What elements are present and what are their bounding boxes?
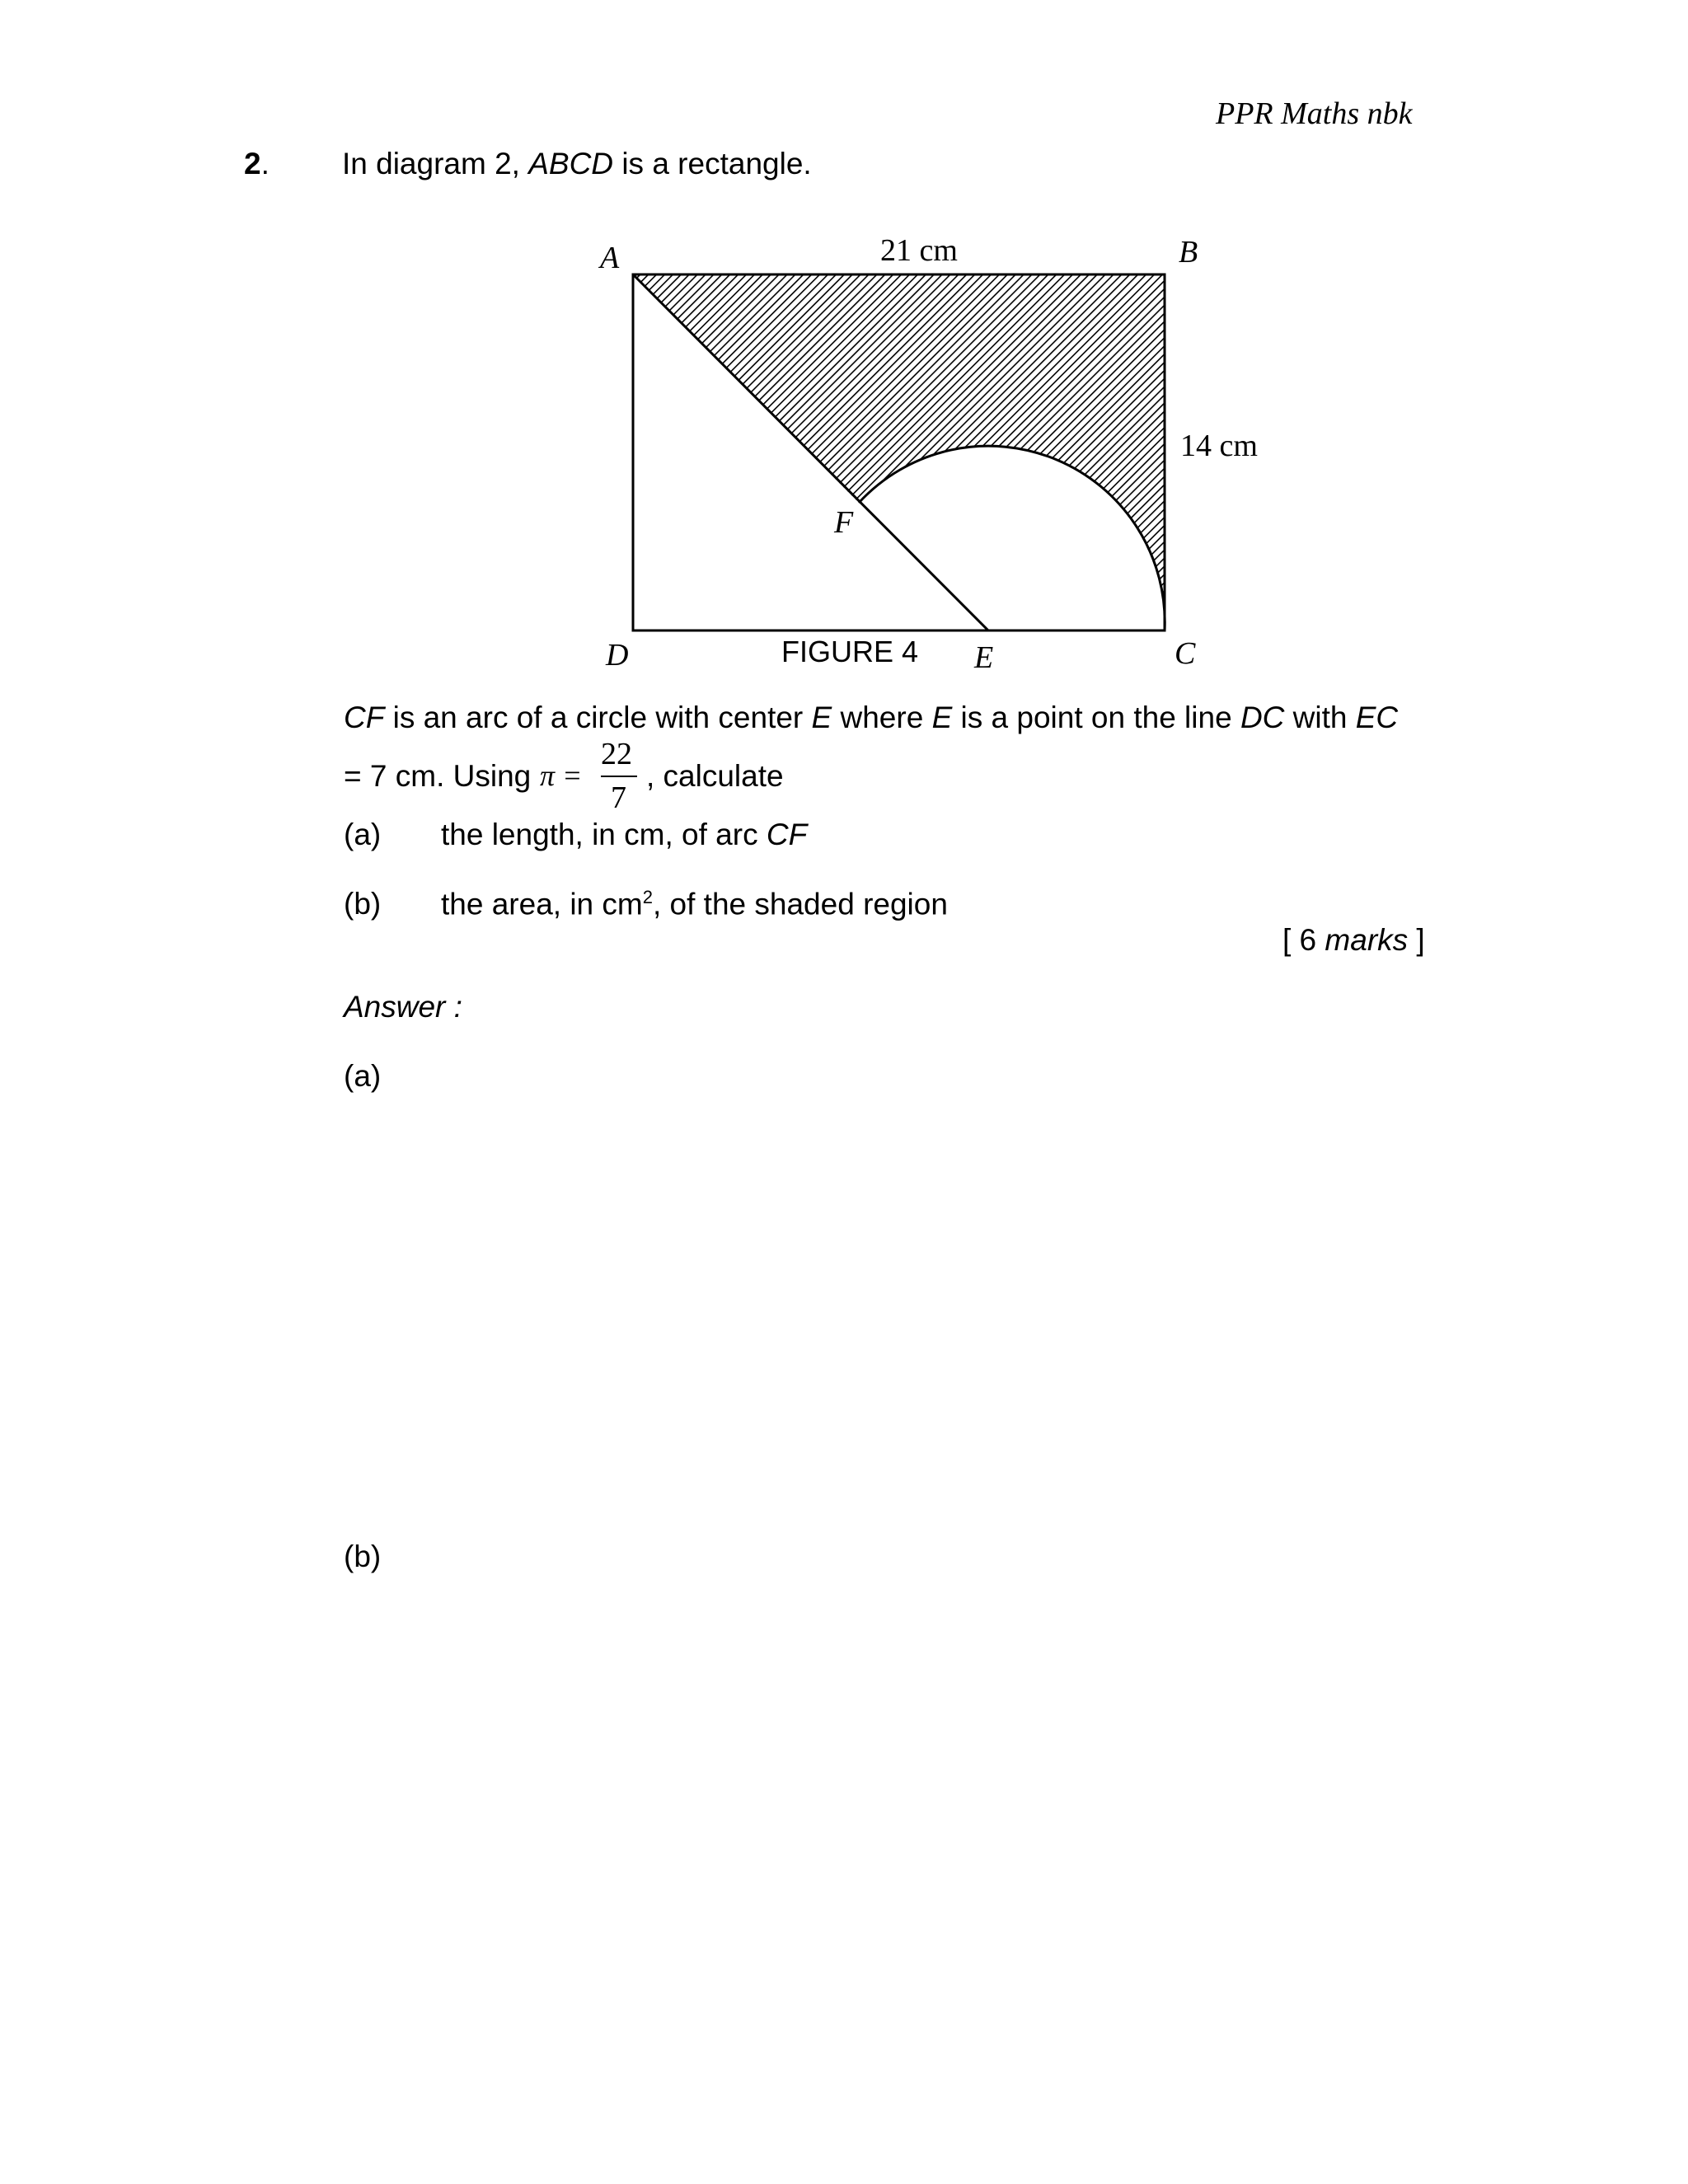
fraction-numerator: 22 <box>601 737 632 771</box>
part-a-italic: CF <box>766 818 808 851</box>
answer-b-label: (b) <box>344 1540 382 1573</box>
label-e: E <box>974 640 994 675</box>
length-bc: 14 cm <box>1180 429 1258 463</box>
part-a-text <box>441 818 807 852</box>
length-ab: 21 cm <box>880 233 958 268</box>
description-line-1 <box>344 701 1398 735</box>
intro-italic: ABCD <box>528 147 614 180</box>
label-b: B <box>1179 235 1198 269</box>
intro-post: is a rectangle. <box>613 147 812 180</box>
answer-label: Answer : <box>344 990 462 1024</box>
label-c: C <box>1175 636 1196 671</box>
fraction-denominator: 7 <box>611 780 626 815</box>
desc-cf: CF <box>344 701 385 734</box>
header-text: PPR Maths nbk <box>1216 96 1413 131</box>
label-d: D <box>606 638 629 673</box>
marks <box>1282 923 1425 958</box>
answer-a-label: (a) <box>344 1059 382 1093</box>
desc-e1: E <box>811 701 832 734</box>
part-b-pre: the area, in cm <box>441 887 643 921</box>
question-number-value: 2 <box>244 147 261 180</box>
part-b-label: (b) <box>344 887 382 921</box>
desc-ec: EC <box>1355 701 1399 734</box>
part-b-sup: 2 <box>642 887 653 907</box>
desc-dc: DC <box>1240 701 1285 734</box>
intro-pre: In diagram 2, <box>342 147 529 180</box>
part-a-label: (a) <box>344 818 382 851</box>
part-b-text <box>441 887 948 921</box>
desc-t2: where <box>832 701 932 734</box>
description-line-2-post: , calculate <box>646 759 784 793</box>
label-f: F <box>834 505 854 540</box>
desc-e2: E <box>931 701 953 734</box>
marks-open: [ 6 <box>1282 923 1325 957</box>
figure-caption: FIGURE 4 <box>781 635 919 668</box>
desc-t4: with <box>1284 701 1356 734</box>
label-a: A <box>600 241 620 275</box>
shaded-region <box>633 274 1165 630</box>
part-b-post: , of the shaded region <box>652 887 948 921</box>
desc-t3: is a point on the line <box>952 701 1240 734</box>
description-line-2-pre: = 7 cm. Using <box>344 759 532 793</box>
marks-italic: marks <box>1325 923 1409 957</box>
fraction-bar <box>601 776 637 777</box>
question-number-dot: . <box>260 147 270 180</box>
pi-symbol: π = <box>540 759 583 792</box>
marks-close: ] <box>1408 923 1425 957</box>
geometry-figure <box>0 0 1688 742</box>
desc-t1: is an arc of a circle with center <box>384 701 812 734</box>
part-a-body: the length, in cm, of arc <box>441 818 767 851</box>
